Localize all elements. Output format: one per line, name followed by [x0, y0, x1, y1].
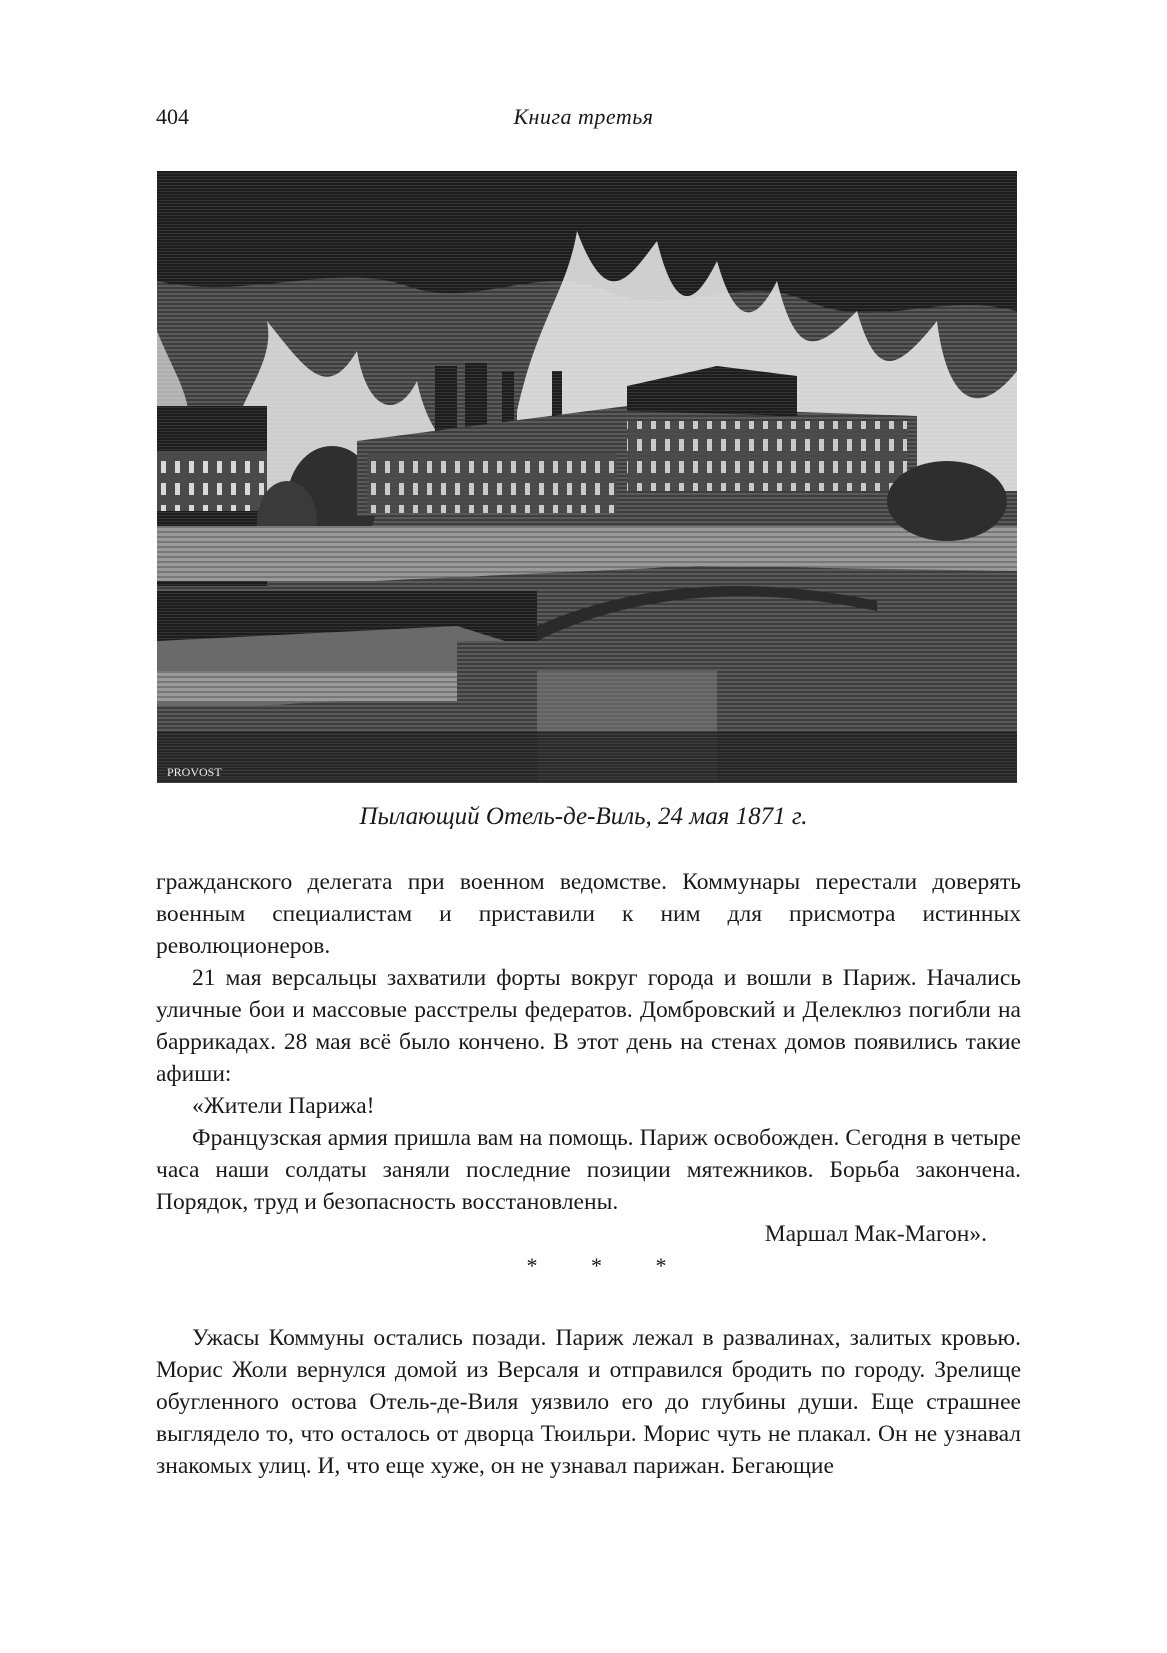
burning-hotel-de-ville-engraving — [157, 171, 1017, 783]
engraver-signature: PROVOST — [167, 765, 222, 779]
body-text — [156, 866, 1021, 1482]
poster-salutation: «Жители Парижа! — [192, 1093, 375, 1119]
page-number: 404 — [156, 104, 189, 129]
running-title: Книга третья — [513, 104, 654, 129]
poster-text: Французская армия пришла вам на помощь. Париж освобожден. Сегодня в четыре часа наши солдаты заняли последние позиции мятежников. Борьба закончена. Порядок, труд и безопасность восстановлены. — [156, 1125, 1021, 1215]
paragraph: гражданского делегата при военном ведомстве. Коммунары перестали доверять военным специалистам и приставили к ним для присмотра истинных революционеров. — [156, 869, 1021, 959]
paragraph: Ужасы Коммуны остались позади. Париж лежал в развалинах, залитых кровью. Морис Жоли вернулся домой из Версаля и отправился бродить по городу. Зрелище обугленного остова Отель-де-Виля уязвило его до глубины души. Еще страшнее выглядело то, что осталось от дворца Тюильри. Морис чуть не плакал. Он не узнавал знакомых улиц. И, что еще хуже, он не узнавал парижан. Бегающие — [156, 1325, 1021, 1479]
engraving-illustration — [157, 171, 1017, 783]
section-separator: * * * — [526, 1253, 691, 1278]
figure-caption: Пылающий Отель-де-Виль, 24 мая 1871 г. — [359, 803, 808, 830]
paragraph: 21 мая версальцы захватили форты вокруг города и вошли в Париж. Начались уличные бои и массовые расстрелы федератов. Домбровский и Делеклюз погибли на баррикадах. 28 мая всё было кончено. В этот день на стенах домов появились такие афиши: — [156, 965, 1021, 1087]
poster-signature: Маршал Мак-Магон». — [764, 1221, 987, 1247]
